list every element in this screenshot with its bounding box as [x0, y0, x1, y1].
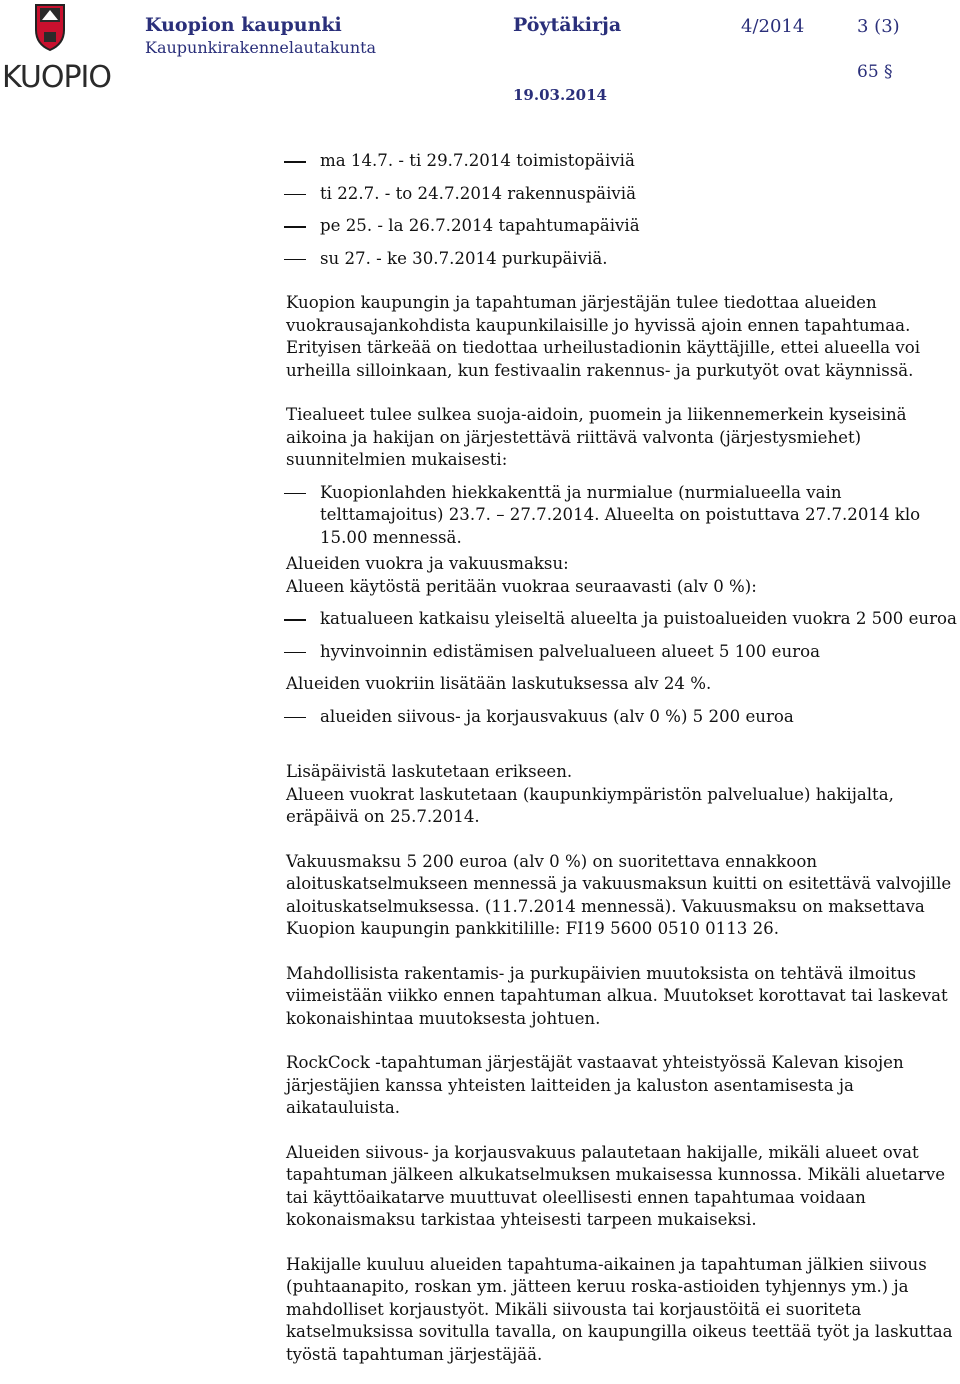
- kuopio-logo: [0, 2, 111, 98]
- schedule-item: ti 22.7. - to 24.7.2014 rakennuspäiviä: [286, 183, 960, 206]
- organization-unit: Kaupunkirakennelautakunta: [145, 38, 377, 57]
- organization-name: Kuopion kaupunki: [145, 14, 342, 36]
- paragraph-refund: Alueiden siivous- ja korjausvakuus palautetaan hakijalle, mikäli alueet ovat tapahtuman jälkeen alkukatselmuksen mukaisessa kunnossa. Mikäli aluetarve tai käyttöaikatarve muuttuvat oleellisesti ennen tapahtumaa voidaan kokonaismaksu tarkistaa yhteisesti tarpeen mukaiseksi.: [286, 1142, 946, 1229]
- document-type: Pöytäkirja: [513, 14, 622, 36]
- vat-note: Alueiden vuokriin lisätään laskutuksessa alv 24 %.: [286, 674, 712, 693]
- paragraph-deposit: Vakuusmaksu 5 200 euroa (alv 0 %) on suoritettava ennakkoon aloituskatselmukseen mennessä ja vakuusmaksun kuitti on esitettävä valvojille aloituskatselmuksessa. (11.7.2014 mennessä). Vakuusmaksu on maksettava Kuopion kaupungin pankkitilille: FI19 5600 0510 0113 26.: [286, 851, 952, 938]
- rent-list-item: hyvinvoinnin edistämisen palvelualueen alueet 5 100 euroa: [286, 641, 960, 664]
- schedule-item: su 27. - ke 30.7.2014 purkupäiviä.: [286, 248, 960, 271]
- paragraph-changes: Mahdollisista rakentamis- ja purkupäivien muutoksista on tehtävä ilmoitus viimeistään viikko ennen tapahtuman alkua. Muutokset korottavat tai laskevat kokonaishintaa muutoksesta johtuen.: [286, 963, 948, 1028]
- logo-wordmark: KUOPIO: [2, 60, 111, 95]
- document-date: 19.03.2014: [513, 86, 607, 104]
- document-body: [286, 150, 960, 1366]
- area-list-item: Kuopionlahden hiekkakenttä ja nurmialue (nurmialueella vain telttamajoitus) 23.7. – 27.7.2014. Alueelta on poistuttava 27.7.2014 klo 15.00 mennessä.: [286, 482, 960, 550]
- paragraph-rockcock: RockCock -tapahtuman järjestäjät vastaavat yhteistyössä Kalevan kisojen järjestäjien kanssa yhteisten laitteiden ja kaluston asentamisesta ja aikatauluista.: [286, 1053, 904, 1117]
- billing-note: Alueen vuokrat laskutetaan (kaupunkiympäristön palvelualue) hakijalta, eräpäivä on 25.7.2014.: [286, 784, 894, 826]
- extra-days-note: Lisäpäivistä laskutetaan erikseen.: [286, 762, 573, 781]
- page-number: 3 (3): [857, 16, 900, 37]
- paragraph-cleaning: Hakijalle kuuluu alueiden tapahtuma-aikainen ja tapahtuman jälkien siivous (puhtaanapito, roskan ym. jätteen keruu roska-astioiden tyhjennys ym.) ja mahdolliset korjaustyöt. Mikäli siivousta tai korjaustöitä ei suoriteta katselmuksissa sovitulla tavalla, on kaupungilla oikeus teettää työt ja laskuttaa työstä tapahtuman järjestäjää.: [286, 1254, 953, 1364]
- rent-heading: Alueiden vuokra ja vakuusmaksu:: [286, 554, 569, 573]
- section-number: 65 §: [857, 62, 893, 82]
- rent-list-item: katualueen katkaisu yleiseltä alueelta ja puistoalueiden vuokra 2 500 euroa: [286, 608, 960, 631]
- schedule-item: ma 14.7. - ti 29.7.2014 toimistopäiviä: [286, 150, 960, 173]
- document-number: 4/2014: [741, 16, 805, 37]
- paragraph-road-closure: Tiealueet tulee sulkea suoja-aidoin, puomein ja liikennemerkein kyseisinä aikoina ja hakijan on järjestettävä riittävä valvonta (järjestysmiehet) suunnitelmien mukaisesti:: [286, 405, 907, 469]
- rent-intro: Alueen käytöstä peritään vuokraa seuraavasti (alv 0 %):: [286, 576, 757, 596]
- coat-of-arms-icon: [0, 2, 100, 62]
- schedule-item: pe 25. - la 26.7.2014 tapahtumapäiviä: [286, 215, 960, 238]
- paragraph-notification: Kuopion kaupungin ja tapahtuman järjestäjän tulee tiedottaa alueiden vuokrausajankohdista kaupunkilaisille jo hyvissä ajoin ennen tapahtumaa. Erityisen tärkeää on tiedottaa urheilustadionin käyttäjille, ettei alueella voi urheilla silloinkaan, kun festivaalin rakennus- ja purkutyöt ovat käynnissä.: [286, 293, 921, 380]
- document-header: [0, 0, 960, 120]
- deposit-list-item: alueiden siivous- ja korjausvakuus (alv 0 %) 5 200 euroa: [286, 706, 960, 729]
